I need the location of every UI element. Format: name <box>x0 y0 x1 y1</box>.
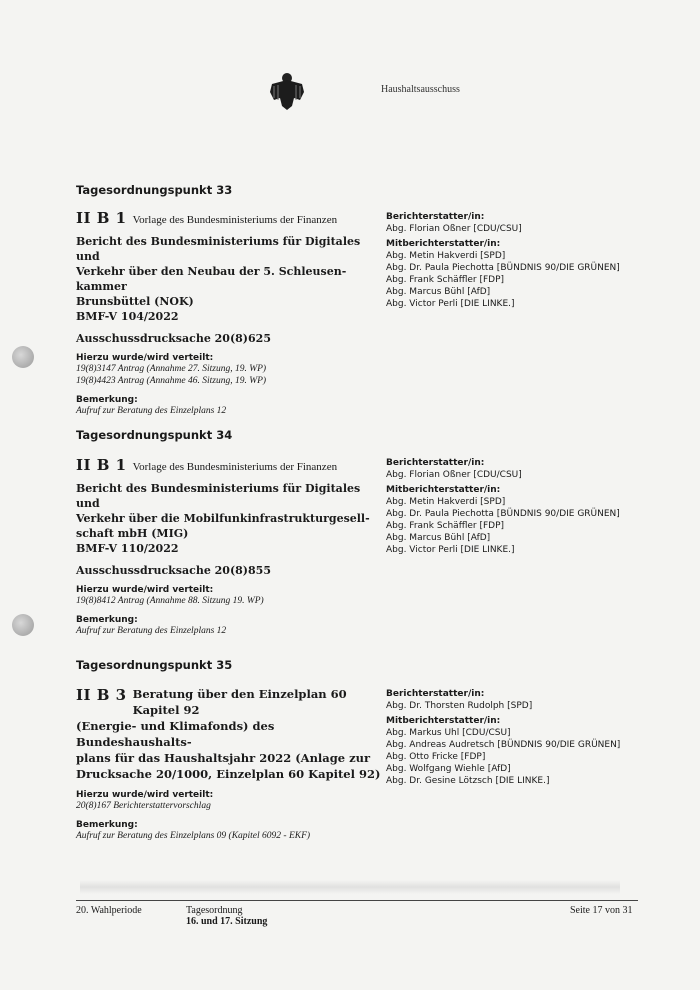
item-title <box>76 718 381 782</box>
item-code: II B 3 <box>76 686 127 704</box>
mitberichterstatter: Abg. Metin Hakverdi [SPD] <box>386 497 506 507</box>
committee-name: Haushaltsausschuss <box>381 84 460 95</box>
footer-doc-title: Tagesordnung <box>186 905 243 916</box>
agenda-item-heading: Tagesordnungspunkt 35 <box>76 658 233 672</box>
mitberichterstatter: Abg. Andreas Audretsch [BÜNDNIS 90/DIE GRÜNEN] <box>386 740 621 750</box>
title-line: Bericht des Bundesministeriums für Digitales und <box>76 482 361 510</box>
verteilt-label: Hierzu wurde/wird verteilt: <box>76 790 214 800</box>
vorlage-text: Vorlage des Bundesministeriums der Finanzen <box>132 214 338 226</box>
bemerkung-text: Aufruf zur Beratung des Einzelplans 09 (Kapitel 6092 - EKF) <box>76 831 311 841</box>
title-line: Verkehr über die Mobilfunkinfrastrukturgesell- <box>76 512 370 525</box>
item-code: II B 1 <box>76 209 127 227</box>
agenda-item-35 <box>76 686 381 842</box>
title-line: (Energie- und Klimafonds) des Bundeshaushalts- <box>76 719 275 749</box>
title-line: plans für das Haushaltsjahr 2022 (Anlage zur <box>76 751 371 765</box>
verteilt-entry: 19(8)3147 Antrag (Annahme 27. Sitzung, 19. WP) <box>76 364 267 374</box>
title-line: Brunsbüttel (NOK) <box>76 295 194 308</box>
reporters-33 <box>386 211 666 310</box>
footer-period: 20. Wahlperiode <box>76 905 142 916</box>
berichterstatter-label: Berichterstatter/in: <box>386 212 485 222</box>
federal-eagle-icon <box>268 70 306 110</box>
footer-page: Seite 17 von 31 <box>570 905 633 916</box>
mitberichterstatter: Abg. Dr. Paula Piechotta [BÜNDNIS 90/DIE GRÜNEN] <box>386 509 620 519</box>
scan-smudge <box>80 880 620 894</box>
mitberichterstatter: Abg. Wolfgang Wiehle [AfD] <box>386 764 511 774</box>
mitberichterstatter: Abg. Marcus Bühl [AfD] <box>386 287 491 297</box>
title-line: schaft mbH (MIG) <box>76 527 189 540</box>
bemerkung-label: Bemerkung: <box>76 395 138 405</box>
agenda-item-heading: Tagesordnungspunkt 34 <box>76 428 233 442</box>
mitberichterstatter: Abg. Marcus Bühl [AfD] <box>386 533 491 543</box>
punch-hole <box>12 346 34 368</box>
mitberichterstatter-label: Mitberichterstatter/in: <box>386 716 501 726</box>
title-line: BMF-V 110/2022 <box>76 542 179 555</box>
mitberichterstatter: Abg. Metin Hakverdi [SPD] <box>386 251 506 261</box>
title-line: BMF-V 104/2022 <box>76 310 179 323</box>
mitberichterstatter: Abg. Dr. Gesine Lötzsch [DIE LINKE.] <box>386 776 550 786</box>
verteilt-label: Hierzu wurde/wird verteilt: <box>76 353 214 363</box>
footer-doc <box>186 905 267 927</box>
bemerkung-text: Aufruf zur Beratung des Einzelplans 12 <box>76 406 227 416</box>
agenda-item-34 <box>76 455 376 637</box>
verteilt-entry: 19(8)8412 Antrag (Annahme 88. Sitzung 19. WP) <box>76 596 264 606</box>
mitberichterstatter: Abg. Otto Fricke [FDP] <box>386 752 486 762</box>
mitberichterstatter: Abg. Frank Schäffler [FDP] <box>386 275 505 285</box>
berichterstatter-label: Berichterstatter/in: <box>386 689 485 699</box>
item-title <box>76 234 376 324</box>
vorlage-text: Vorlage des Bundesministeriums der Finanzen <box>132 461 338 473</box>
bemerkung-text: Aufruf zur Beratung des Einzelplans 12 <box>76 626 227 636</box>
berichterstatter: Abg. Florian Oßner [CDU/CSU] <box>386 224 522 234</box>
title-line: Drucksache 20/1000, Einzelplan 60 Kapitel 92) <box>76 767 381 781</box>
bemerkung-label: Bemerkung: <box>76 820 138 830</box>
mitberichterstatter: Abg. Victor Perli [DIE LINKE.] <box>386 299 515 309</box>
mitberichterstatter: Abg. Markus Uhl [CDU/CSU] <box>386 728 511 738</box>
item-title-first-line: Beratung über den Einzelplan 60 Kapitel 92 <box>132 687 347 717</box>
mitberichterstatter: Abg. Frank Schäffler [FDP] <box>386 521 505 531</box>
verteilt-entry: 20(8)167 Berichterstattervorschlag <box>76 801 211 811</box>
verteilt-entry: 19(8)4423 Antrag (Annahme 46. Sitzung, 19. WP) <box>76 376 267 386</box>
mitberichterstatter: Abg. Dr. Paula Piechotta [BÜNDNIS 90/DIE GRÜNEN] <box>386 263 620 273</box>
title-line: Verkehr über den Neubau der 5. Schleusen-kammer <box>76 265 347 293</box>
item-title <box>76 481 376 556</box>
verteilt-label: Hierzu wurde/wird verteilt: <box>76 585 214 595</box>
berichterstatter: Abg. Florian Oßner [CDU/CSU] <box>386 470 522 480</box>
reporters-35 <box>386 688 666 787</box>
ausschussdrucksache: Ausschussdrucksache 20(8)625 <box>76 332 271 345</box>
mitberichterstatter-label: Mitberichterstatter/in: <box>386 485 501 495</box>
berichterstatter-label: Berichterstatter/in: <box>386 458 485 468</box>
mitberichterstatter: Abg. Victor Perli [DIE LINKE.] <box>386 545 515 555</box>
agenda-item-heading: Tagesordnungspunkt 33 <box>76 183 233 197</box>
title-line: Bericht des Bundesministeriums für Digitales und <box>76 235 361 263</box>
agenda-item-33 <box>76 208 376 417</box>
punch-hole <box>12 614 34 636</box>
item-code: II B 1 <box>76 456 127 474</box>
footer-divider <box>76 900 638 901</box>
bemerkung-label: Bemerkung: <box>76 615 138 625</box>
reporters-34 <box>386 457 666 556</box>
mitberichterstatter-label: Mitberichterstatter/in: <box>386 239 501 249</box>
berichterstatter: Abg. Dr. Thorsten Rudolph [SPD] <box>386 701 533 711</box>
ausschussdrucksache: Ausschussdrucksache 20(8)855 <box>76 564 271 577</box>
footer-sessions: 16. und 17. Sitzung <box>186 916 268 927</box>
